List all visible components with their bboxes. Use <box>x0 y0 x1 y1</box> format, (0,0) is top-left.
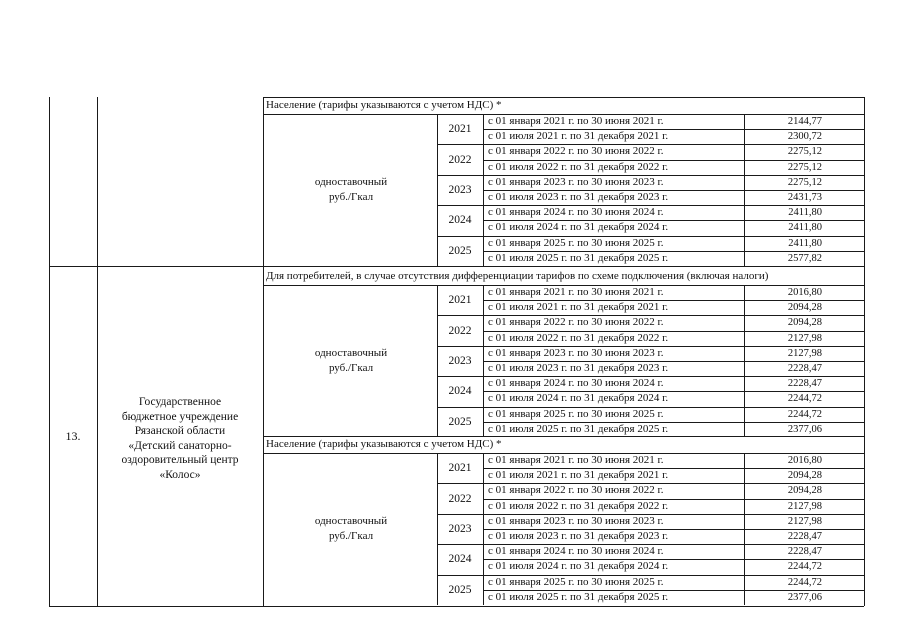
tariff-value-first-half: 2228,47 <box>787 378 822 390</box>
period-second-half: с 01 июля 2022 г. по 31 декабря 2022 г. <box>488 499 669 512</box>
organization-name-line: «Колос» <box>159 468 201 481</box>
organization-name-line: оздоровительный центр <box>121 454 239 466</box>
tariff-value-first-half: 2127,98 <box>787 347 822 359</box>
tariff-value-first-half: 2016,80 <box>787 455 822 466</box>
organization-name-line: «Детский санаторно- <box>128 439 232 452</box>
period-second-half: с 01 июля 2022 г. по 31 декабря 2022 г. <box>488 331 669 344</box>
year-label: 2022 <box>448 492 472 505</box>
period-second-half: с 01 июля 2022 г. по 31 декабря 2022 г. <box>488 160 669 173</box>
block-1-title: Для потребителей, в случае отсутствия дифференциации тарифов по схеме подключения (включая налоги) <box>266 270 769 282</box>
period-first-half: с 01 января 2021 г. по 30 июня 2021 г. <box>488 286 664 298</box>
tariff-value-second-half: 2244,72 <box>787 393 822 405</box>
period-second-half: с 01 июля 2023 г. по 31 декабря 2023 г. <box>488 362 669 374</box>
year-label: 2024 <box>448 385 472 398</box>
organization-name-line: бюджетное учреждение <box>121 410 239 423</box>
block-1-unit-measure: руб./Гкал <box>328 362 374 374</box>
period-first-half: с 01 января 2023 г. по 30 июня 2023 г. <box>488 175 664 188</box>
period-first-half: с 01 января 2022 г. по 30 июня 2022 г. <box>488 145 664 158</box>
block-2-unit-measure: руб./Гкал <box>328 530 374 542</box>
entry-separator-line <box>49 266 864 267</box>
number-column-divider <box>97 97 98 606</box>
period-second-half: с 01 июля 2025 г. по 31 декабря 2025 г. <box>488 590 669 603</box>
tariff-value-first-half: 2016,80 <box>787 287 822 298</box>
period-first-half: с 01 января 2024 г. по 30 июня 2024 г. <box>488 206 664 219</box>
period-first-half: с 01 января 2023 г. по 30 июня 2023 г. <box>488 346 664 359</box>
tariff-value-second-half: 2377,06 <box>787 591 822 603</box>
period-first-half: с 01 января 2022 г. по 30 июня 2022 г. <box>488 484 664 497</box>
period-first-half: с 01 января 2022 г. по 30 июня 2022 г. <box>488 316 664 329</box>
period-first-half: с 01 января 2021 г. по 30 июня 2021 г. <box>488 454 664 466</box>
tariff-value-second-half: 2127,98 <box>787 332 822 344</box>
block-0-unit-type: одноставочный <box>314 176 388 188</box>
tariff-value-second-half: 2577,82 <box>787 252 822 264</box>
year-label: 2023 <box>448 184 472 196</box>
period-first-half: с 01 января 2024 г. по 30 июня 2024 г. <box>488 545 664 558</box>
tariff-value-second-half: 2411,80 <box>788 222 822 234</box>
period-second-half: с 01 июля 2025 г. по 31 декабря 2025 г. <box>488 422 669 435</box>
period-first-half: с 01 января 2025 г. по 30 июня 2025 г. <box>488 407 664 420</box>
period-second-half: с 01 июля 2024 г. по 31 декабря 2024 г. <box>488 392 669 405</box>
right-border <box>864 97 865 606</box>
tariff-value-second-half: 2094,28 <box>787 470 822 482</box>
period-second-half: с 01 июля 2021 г. по 31 декабря 2021 г. <box>488 469 669 482</box>
organization-name-line: Государственное <box>138 396 222 408</box>
period-second-half: с 01 июля 2025 г. по 31 декабря 2025 г. <box>488 251 669 264</box>
organization-column-divider <box>263 97 264 606</box>
period-second-half: с 01 июля 2023 г. по 31 декабря 2023 г. <box>488 191 669 203</box>
block-1-unit-type: одноставочный <box>314 347 388 359</box>
tariff-value-first-half: 2127,98 <box>787 515 822 527</box>
tariff-value-second-half: 2377,06 <box>787 423 822 435</box>
period-first-half: с 01 января 2023 г. по 30 июня 2023 г. <box>488 514 664 527</box>
block-2-title: Население (тарифы указываются с учетом НДС) * <box>266 438 502 450</box>
period-first-half: с 01 января 2021 г. по 30 июня 2021 г. <box>488 115 664 127</box>
tariff-value-first-half: 2244,72 <box>787 408 822 420</box>
tariff-value-first-half: 2275,12 <box>787 176 822 188</box>
period-second-half: с 01 июля 2021 г. по 31 декабря 2021 г. <box>488 130 669 143</box>
table-bottom-border <box>49 606 864 607</box>
organization-name-line: Рязанской области <box>134 425 226 437</box>
year-label: 2022 <box>448 153 472 166</box>
tariff-value-first-half: 2144,77 <box>787 116 822 127</box>
entry-number: 13. <box>65 429 81 443</box>
tariff-value-second-half: 2300,72 <box>787 131 822 143</box>
tariff-value-second-half: 2094,28 <box>787 302 822 314</box>
year-label: 2023 <box>448 355 472 367</box>
year-label: 2025 <box>448 244 472 257</box>
year-label: 2023 <box>448 523 472 535</box>
tariff-value-first-half: 2094,28 <box>787 317 822 329</box>
year-label: 2025 <box>448 583 472 596</box>
year-label: 2025 <box>448 415 472 428</box>
year-label: 2021 <box>448 294 472 307</box>
tariff-value-second-half: 2228,47 <box>787 363 822 374</box>
block-0-unit-measure: руб./Гкал <box>328 191 374 203</box>
block-2-unit-type: одноставочный <box>314 515 388 527</box>
tariff-value-first-half: 2275,12 <box>787 146 822 158</box>
tariff-value-first-half: 2244,72 <box>787 576 822 588</box>
block-0-title: Население (тарифы указываются с учетом НДС) * <box>266 99 502 111</box>
tariff-value-first-half: 2411,80 <box>788 207 822 219</box>
tariff-value-second-half: 2244,72 <box>787 561 822 573</box>
tariff-value-first-half: 2228,47 <box>787 546 822 558</box>
tariff-value-second-half: 2228,47 <box>787 531 822 542</box>
period-second-half: с 01 июля 2024 г. по 31 декабря 2024 г. <box>488 560 669 573</box>
period-first-half: с 01 января 2025 г. по 30 июня 2025 г. <box>488 575 664 588</box>
period-first-half: с 01 января 2024 г. по 30 июня 2024 г. <box>488 377 664 390</box>
period-second-half: с 01 июля 2021 г. по 31 декабря 2021 г. <box>488 301 669 314</box>
tariff-value-first-half: 2094,28 <box>787 485 822 497</box>
year-label: 2024 <box>448 553 472 566</box>
tariff-value-second-half: 2275,12 <box>787 161 822 173</box>
year-label: 2022 <box>448 324 472 337</box>
year-label: 2024 <box>448 214 472 227</box>
tariff-value-second-half: 2127,98 <box>787 500 822 512</box>
period-second-half: с 01 июля 2023 г. по 31 декабря 2023 г. <box>488 530 669 542</box>
tariff-value-second-half: 2431,73 <box>787 192 822 203</box>
year-label: 2021 <box>448 462 472 475</box>
year-label: 2021 <box>448 123 472 136</box>
period-second-half: с 01 июля 2024 г. по 31 декабря 2024 г. <box>488 221 669 234</box>
tariff-value-first-half: 2411,80 <box>788 237 822 249</box>
left-border <box>49 97 50 606</box>
period-first-half: с 01 января 2025 г. по 30 июня 2025 г. <box>488 236 664 249</box>
